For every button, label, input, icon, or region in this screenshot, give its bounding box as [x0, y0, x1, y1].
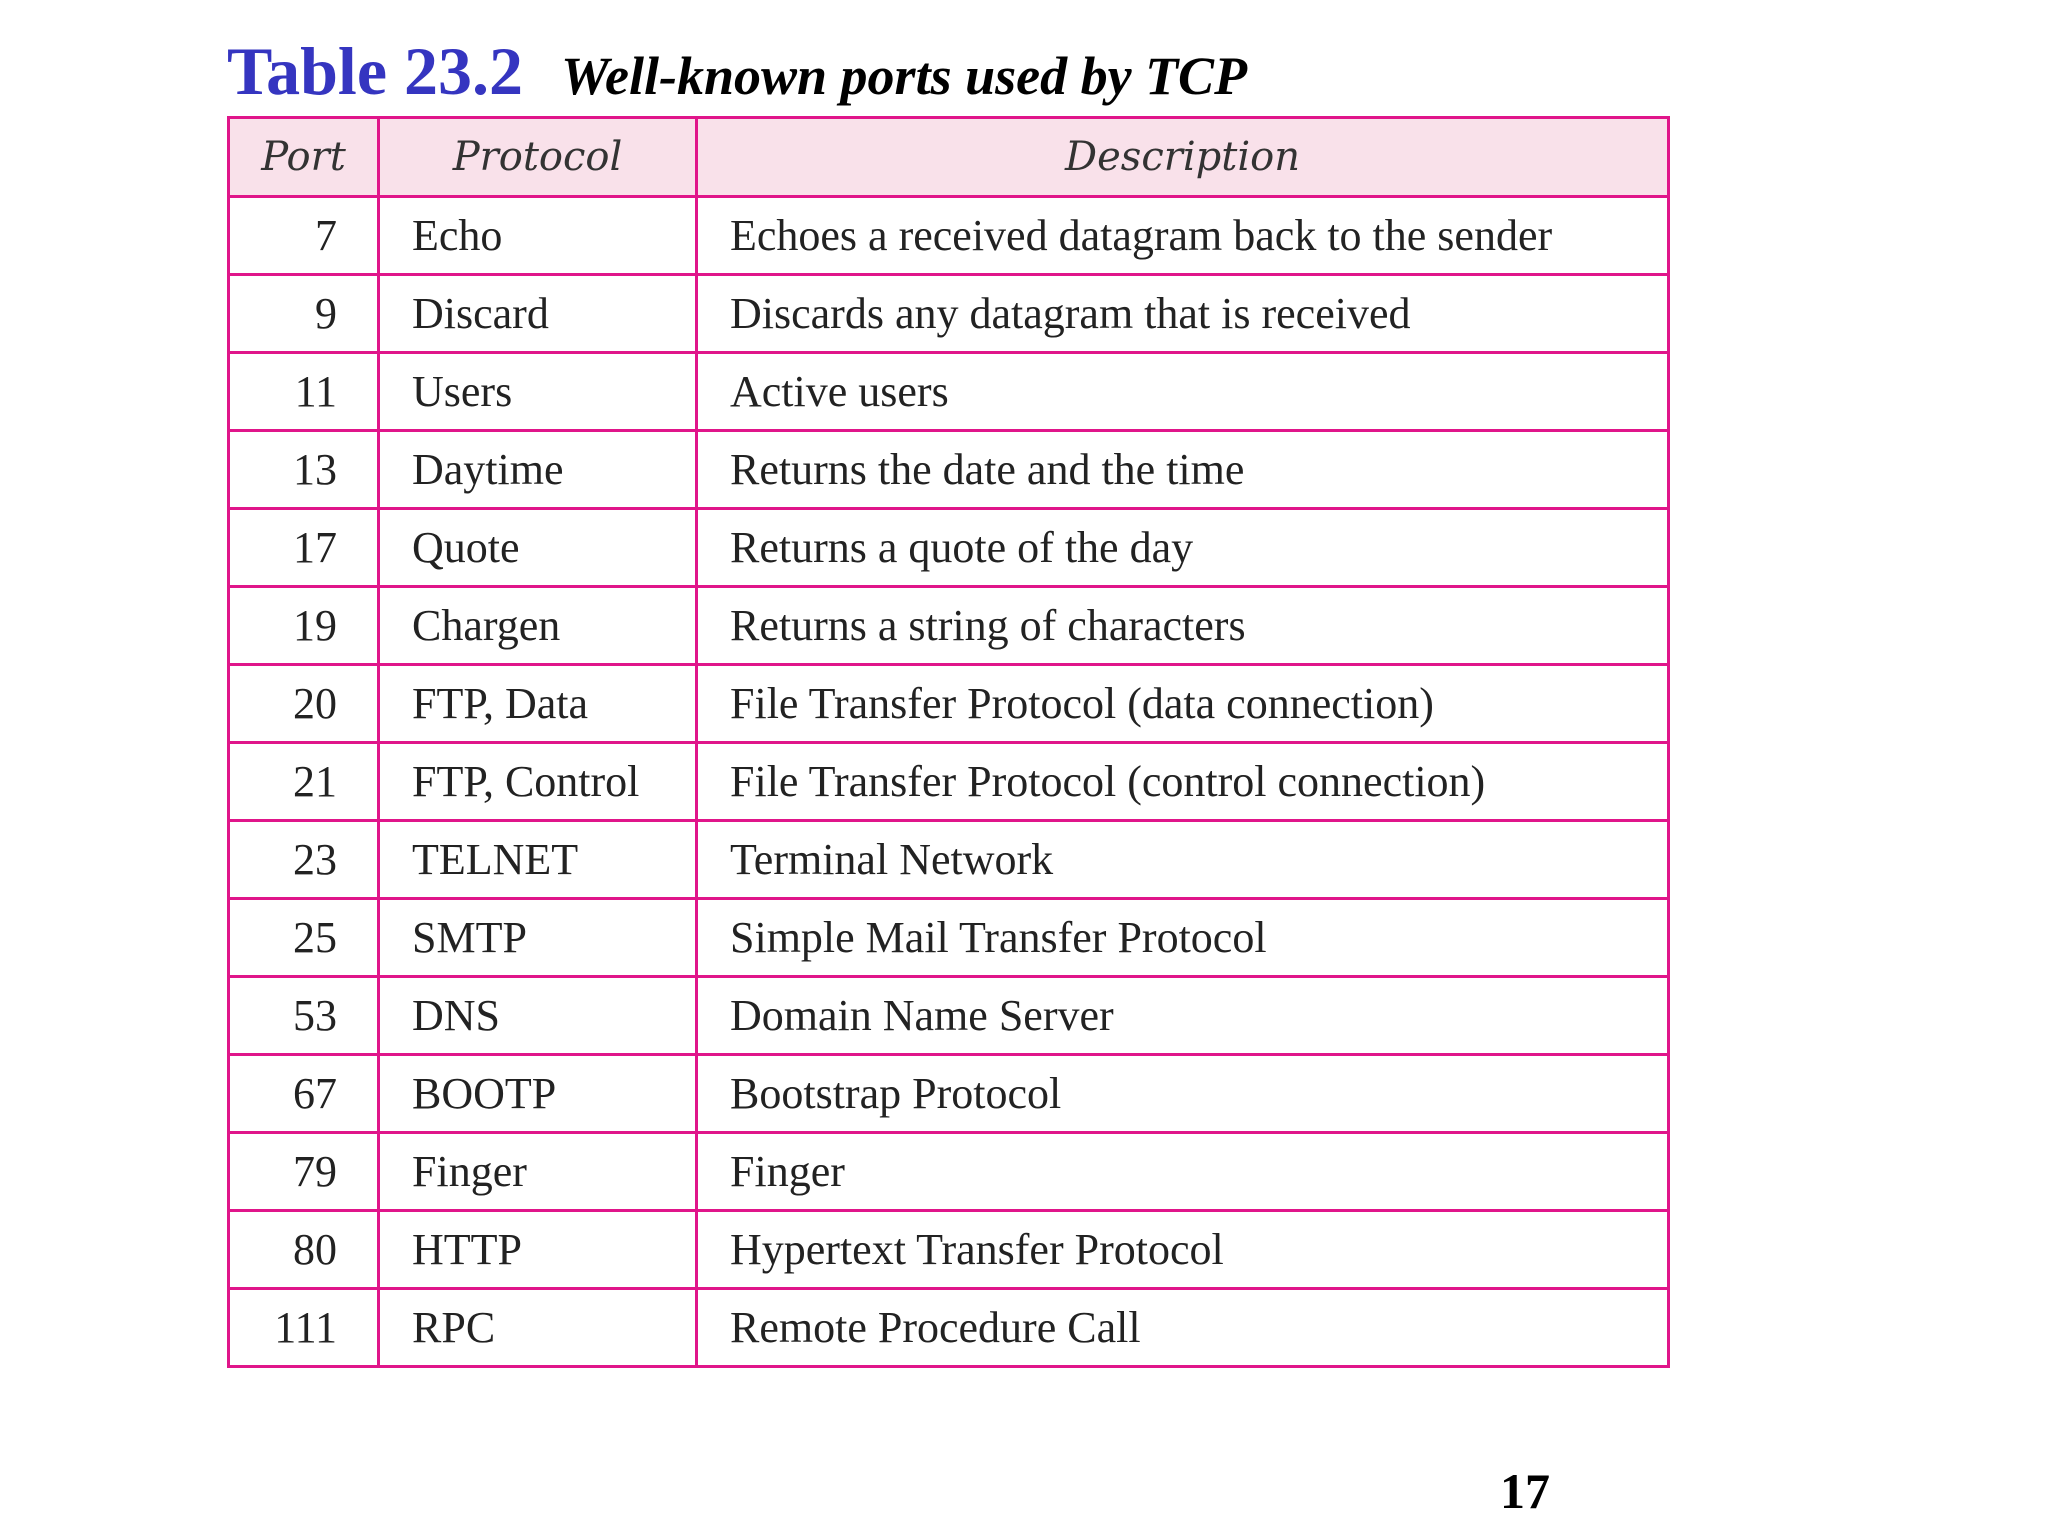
description-cell: Remote Procedure Call	[697, 1289, 1669, 1367]
protocol-cell: TELNET	[379, 821, 697, 899]
table-row	[229, 1133, 1669, 1211]
protocol-cell: FTP, Control	[379, 743, 697, 821]
protocol-cell: RPC	[379, 1289, 697, 1367]
description-cell: File Transfer Protocol (data connection)	[697, 665, 1669, 743]
table-caption: Well-known ports used by TCP	[561, 46, 1248, 106]
header-protocol: Protocol	[379, 118, 697, 197]
protocol-cell: Finger	[379, 1133, 697, 1211]
port-cell: 7	[229, 197, 379, 275]
port-cell: 20	[229, 665, 379, 743]
description-cell: Returns a quote of the day	[697, 509, 1669, 587]
protocol-cell: Chargen	[379, 587, 697, 665]
table-title	[227, 32, 1247, 111]
port-cell: 17	[229, 509, 379, 587]
page-number: 17	[1500, 1463, 1550, 1519]
table-row	[229, 275, 1669, 353]
table-row	[229, 353, 1669, 431]
description-cell: Terminal Network	[697, 821, 1669, 899]
port-cell: 11	[229, 353, 379, 431]
port-cell: 21	[229, 743, 379, 821]
description-cell: Echoes a received datagram back to the sender	[697, 197, 1669, 275]
description-cell: Returns a string of characters	[697, 587, 1669, 665]
table-row	[229, 899, 1669, 977]
description-cell: Active users	[697, 353, 1669, 431]
description-cell: Domain Name Server	[697, 977, 1669, 1055]
table-row	[229, 821, 1669, 899]
description-cell: Finger	[697, 1133, 1669, 1211]
protocol-cell: DNS	[379, 977, 697, 1055]
port-cell: 13	[229, 431, 379, 509]
port-cell: 9	[229, 275, 379, 353]
table-row	[229, 431, 1669, 509]
description-cell: Discards any datagram that is received	[697, 275, 1669, 353]
protocol-cell: SMTP	[379, 899, 697, 977]
table-row	[229, 1055, 1669, 1133]
ports-table	[227, 116, 1670, 1368]
table-row	[229, 743, 1669, 821]
port-cell: 79	[229, 1133, 379, 1211]
port-cell: 19	[229, 587, 379, 665]
table-row	[229, 509, 1669, 587]
table-row	[229, 1289, 1669, 1367]
port-cell: 53	[229, 977, 379, 1055]
protocol-cell: Echo	[379, 197, 697, 275]
table-body	[229, 197, 1669, 1367]
description-cell: File Transfer Protocol (control connection)	[697, 743, 1669, 821]
port-cell: 25	[229, 899, 379, 977]
protocol-cell: FTP, Data	[379, 665, 697, 743]
protocol-cell: HTTP	[379, 1211, 697, 1289]
table-row	[229, 977, 1669, 1055]
table-number: Table 23.2	[227, 33, 524, 109]
protocol-cell: BOOTP	[379, 1055, 697, 1133]
table-row	[229, 1211, 1669, 1289]
port-cell: 80	[229, 1211, 379, 1289]
table-row	[229, 587, 1669, 665]
table-row	[229, 665, 1669, 743]
port-cell: 23	[229, 821, 379, 899]
protocol-cell: Users	[379, 353, 697, 431]
port-cell: 111	[229, 1289, 379, 1367]
port-cell: 67	[229, 1055, 379, 1133]
description-cell: Returns the date and the time	[697, 431, 1669, 509]
description-cell: Bootstrap Protocol	[697, 1055, 1669, 1133]
description-cell: Simple Mail Transfer Protocol	[697, 899, 1669, 977]
table-row	[229, 197, 1669, 275]
description-cell: Hypertext Transfer Protocol	[697, 1211, 1669, 1289]
protocol-cell: Discard	[379, 275, 697, 353]
header-description: Description	[697, 118, 1669, 197]
table-header-row	[229, 118, 1669, 197]
header-port: Port	[229, 118, 379, 197]
protocol-cell: Quote	[379, 509, 697, 587]
protocol-cell: Daytime	[379, 431, 697, 509]
